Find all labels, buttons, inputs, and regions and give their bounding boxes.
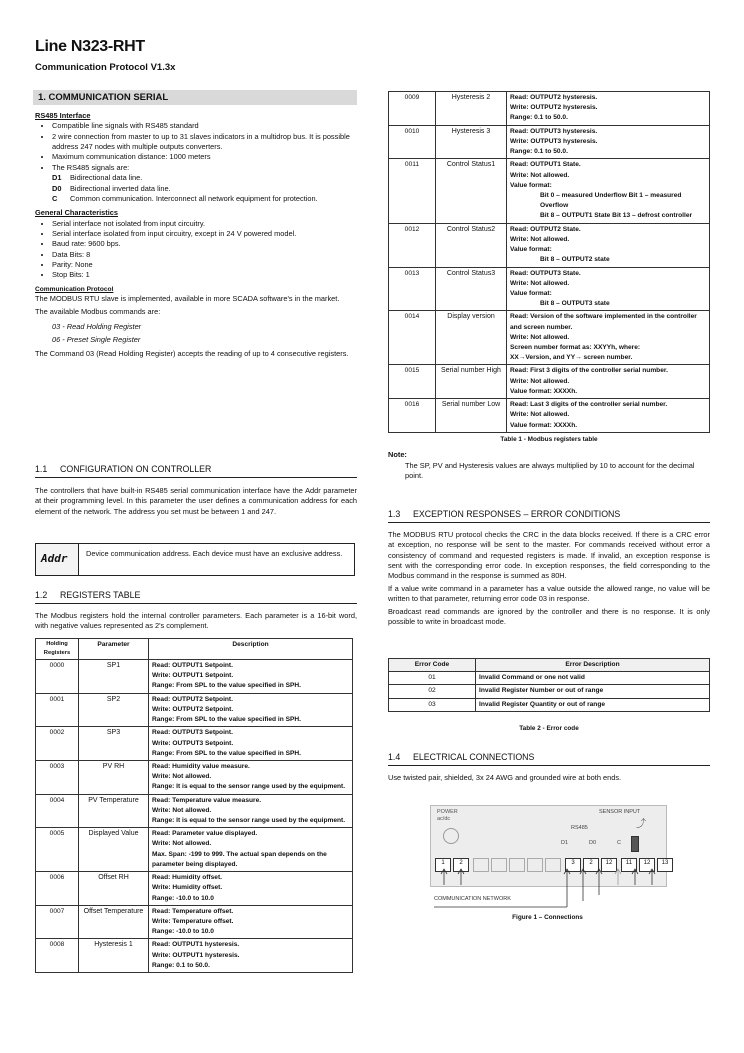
description-line: Write: Not allowed. [510, 171, 570, 179]
register-cell: 0014 [389, 311, 436, 365]
description-line: Write: Not allowed. [152, 840, 212, 848]
parameter-cell: Hysteresis 2 [436, 92, 507, 126]
description-line: Write: OUTPUT3 Setpoint. [152, 739, 234, 747]
description-line: Bit 0 – measured Underflow Bit 1 – measured Overflow [540, 191, 682, 210]
description-line: Read: Last 3 digits of the controller serial number. [510, 401, 668, 409]
description-cell [149, 905, 353, 939]
description-line: Read: Temperature value measure. [152, 796, 262, 804]
description-line: Write: OUTPUT1 Setpoint. [152, 672, 234, 680]
description-cell [507, 223, 710, 267]
addr-label: Addr [41, 552, 68, 565]
section-1-1-heading: 1.1 CONFIGURATION ON CONTROLLER [35, 463, 357, 478]
table-row [389, 399, 710, 433]
description-line: Write: Temperature offset. [152, 918, 234, 925]
config-text: The controllers that have built-in RS485 serial communication interface have the Addr parameter at their programming level. In this parameter the user defines a communication address for each element of the network. The address you set must be between 1 and 247. [35, 486, 357, 516]
description-line: Value format: XXXXh. [510, 421, 578, 429]
description-line: Read: OUTPUT2 Setpoint. [152, 695, 233, 703]
description-line: XX→Version, and YY→ screen number. [510, 354, 633, 362]
list-item: • Parity: None [52, 260, 357, 270]
sensor-icon: ⤴ [636, 819, 646, 830]
table-row [36, 760, 353, 794]
description-line: Read: OUTPUT2 State. [510, 225, 581, 233]
description-line: Read: Parameter value displayed. [152, 830, 258, 838]
terminal: 1 [435, 858, 451, 872]
register-cell: 0002 [36, 727, 79, 761]
terminal: 2 [583, 858, 599, 872]
parameter-cell: Hysteresis 1 [79, 939, 149, 973]
table-row: 02 Invalid Register Number or out of range [389, 685, 710, 698]
description-line: Read: Humidity offset. [152, 874, 222, 882]
parameter-cell: Control Status2 [436, 223, 507, 267]
section-1-2-heading: 1.2 REGISTERS TABLE [35, 589, 357, 604]
table-row [36, 659, 353, 693]
table-header-row: Error Code Error Description [389, 659, 710, 672]
protocol-title: Communication Protocol [35, 285, 114, 293]
terminal: 2 [453, 858, 469, 872]
description-line: Value format: XXXXh. [510, 387, 578, 395]
parameter-cell: Serial number Low [436, 399, 507, 433]
description-line: Write: OUTPUT2 Setpoint. [152, 705, 234, 713]
description-line: Write: Humidity offset. [152, 884, 223, 892]
register-cell: 0008 [36, 939, 79, 973]
commands-note: The Command 03 (Read Holding Register) accepts the reading of up to 4 consecutive registers. [35, 349, 349, 359]
table-row [36, 727, 353, 761]
electrical-text: Use twisted pair, shielded, 3x 24 AWG and grounded wire at both ends. [388, 773, 622, 782]
description-cell [507, 267, 710, 311]
description-line: Read: OUTPUT3 hysteresis. [510, 127, 598, 135]
register-cell: 0005 [36, 828, 79, 872]
table-row [389, 311, 710, 365]
description-line: Bit 8 – OUTPUT1 State Bit 13 – defrost controller [540, 212, 693, 220]
table-row [36, 905, 353, 939]
power-sub-label: ac/dc [437, 815, 451, 822]
signal-row: D1 Bidirectional data line. [52, 173, 143, 183]
addr-box [35, 543, 355, 576]
description-cell [507, 399, 710, 433]
description-line: Range: From SPL to the value specified in SPH. [152, 682, 301, 690]
description-line: Range: 0.1 to 50.0. [510, 114, 568, 122]
description-cell [507, 125, 710, 159]
register-cell: 0001 [36, 693, 79, 727]
table-row [36, 828, 353, 872]
description-line: Read: OUTPUT1 State. [510, 161, 581, 169]
exception-p1: The MODBUS RTU protocol checks the CRC in the data blocks received. If there is a CRC error at exception, no response will be sent to the master. For commands received without error a consistency of command and requested registers is made. If invalid, an exception response is sent with the corresponding error code. In exception responses, the field corresponding to the Modbus command in the response is summed as 80H. [388, 530, 710, 581]
description-line: Range: -10.0 to 10.0 [152, 894, 214, 902]
registers-text: The Modbus registers hold the internal controller parameters. Each parameter is a 16-bit word, with negative values represented as 2's complement. [35, 611, 357, 631]
description-line: Write: OUTPUT2 hysteresis. [510, 104, 598, 112]
description-line: Write: Not allowed. [152, 773, 212, 781]
rs485-title: RS485 Interface [35, 111, 91, 120]
terminal: 12 [639, 858, 655, 872]
description-line: Read: OUTPUT1 Setpoint. [152, 661, 233, 669]
register-cell: 0016 [389, 399, 436, 433]
command-06: 06 - Preset Single Register [52, 335, 141, 345]
table-row [389, 365, 710, 399]
table-row [389, 159, 710, 223]
commands-intro: The available Modbus commands are: [35, 307, 161, 317]
section-1-4-heading: 1.4 ELECTRICAL CONNECTIONS [388, 751, 710, 766]
description-line: Bit 8 – OUTPUT2 state [540, 256, 610, 264]
list-item: • Compatible line signals with RS485 standard [52, 121, 357, 131]
description-line: Read: Version of the software implemented in the controller and screen number. [510, 313, 697, 331]
register-cell: 0013 [389, 267, 436, 311]
parameter-cell: Offset Temperature [79, 905, 149, 939]
description-line: Value format: [510, 246, 552, 254]
description-cell [149, 727, 353, 761]
network-label: COMMUNICATION NETWORK [434, 896, 511, 902]
description-cell [149, 794, 353, 828]
description-line: Range: From SPL to the value specified in SPH. [152, 749, 301, 757]
description-cell [149, 939, 353, 973]
list-item: • Baud rate: 9600 bps. [52, 239, 357, 249]
table-row [389, 223, 710, 267]
terminal: 12 [601, 858, 617, 872]
list-item: • Serial interface isolated from input circuitry, except in 24 V powered model. [52, 229, 357, 239]
registers-table-right [388, 91, 710, 433]
sensor-input-label: SENSOR INPUT [599, 809, 641, 815]
list-item: • Serial interface not isolated from input circuitry. [52, 219, 357, 229]
register-cell: 0011 [389, 159, 436, 223]
description-line: Range: It is equal to the sensor range used by the equipment. [152, 783, 346, 791]
register-cell: 0012 [389, 223, 436, 267]
signal-list [35, 173, 357, 204]
description-line: Range: 0.1 to 50.0. [152, 961, 210, 969]
table-header-row: Holding Registers Parameter Description [36, 639, 353, 660]
terminal: 3 [565, 858, 581, 872]
document-title: Line N323-RHT [35, 38, 145, 55]
parameter-cell: SP1 [79, 659, 149, 693]
list-item: • 2 wire connection from master to up to 31 slaves indicators in a multidrop bus. It is possible address 247 nodes with multiple outputs converters. [52, 132, 357, 153]
description-cell [507, 159, 710, 223]
section-heading-bar [33, 90, 357, 105]
table-row [36, 693, 353, 727]
rs485-label: RS485 [571, 825, 588, 831]
description-line: Write: OUTPUT1 hysteresis. [152, 951, 240, 959]
register-cell: 0006 [36, 872, 79, 906]
register-cell: 0009 [389, 92, 436, 126]
addr-desc: Device communication address. Each device must have an exclusive address. [86, 549, 343, 558]
description-line: Read: OUTPUT3 Setpoint. [152, 729, 233, 737]
register-cell: 0003 [36, 760, 79, 794]
table-row [36, 872, 353, 906]
description-line: Read: First 3 digits of the controller serial number. [510, 367, 668, 375]
terminal: 13 [657, 858, 673, 872]
parameter-cell: PV Temperature [79, 794, 149, 828]
description-line: Read: OUTPUT1 hysteresis. [152, 941, 240, 949]
signal-labels: D1 D0 C [561, 840, 621, 846]
power-circle-icon [443, 828, 459, 844]
description-line: Range: 0.1 to 50.0. [510, 148, 568, 156]
description-line: Read: OUTPUT3 State. [510, 269, 581, 277]
table-row: 03 Invalid Register Quantity or out of range [389, 698, 710, 711]
signal-row: C Common communication. Interconnect all network equipment for protection. [52, 193, 318, 203]
error-table [388, 658, 710, 712]
description-cell [507, 365, 710, 399]
description-cell [149, 828, 353, 872]
general-title: General Characteristics [35, 208, 118, 218]
description-cell [149, 659, 353, 693]
sensor-element-icon [631, 836, 639, 852]
register-cell: 0004 [36, 794, 79, 828]
description-line: Read: Temperature offset. [152, 907, 234, 915]
register-cell: 0015 [389, 365, 436, 399]
table-row [389, 125, 710, 159]
exception-text [388, 530, 710, 627]
register-cell: 0000 [36, 659, 79, 693]
general-list [35, 219, 357, 281]
exception-p3: Broadcast read commands are ignored by the controller and there is no response. It is only possible to write in broadcast mode. [388, 606, 710, 626]
description-cell [149, 693, 353, 727]
table1-caption: Table 1 - Modbus registers table [500, 436, 598, 443]
register-cell: 0007 [36, 905, 79, 939]
note-text: The SP, PV and Hysteresis values are always multiplied by 10 to account for the decimal point. [405, 461, 695, 481]
description-line: Write: Not allowed. [152, 806, 212, 814]
parameter-cell: SP3 [79, 727, 149, 761]
description-line: Read: Humidity value measure. [152, 762, 250, 770]
list-item: • Stop Bits: 1 [52, 270, 357, 280]
list-item: • Maximum communication distance: 1000 meters [52, 152, 357, 162]
table-row [36, 939, 353, 973]
description-line: Bit 8 – OUTPUT3 state [540, 300, 610, 308]
rs485-list [35, 121, 357, 173]
description-line: Range: It is equal to the sensor range used by the equipment. [152, 817, 346, 825]
document-subtitle: Communication Protocol V1.3x [35, 62, 176, 73]
section-heading: 1. COMMUNICATION SERIAL [38, 92, 169, 103]
figure-caption: Figure 1 – Connections [512, 914, 583, 921]
table2-caption: Table 2 - Error code [519, 725, 579, 732]
power-label: POWER [437, 809, 458, 815]
table-row [36, 794, 353, 828]
parameter-cell: Hysteresis 3 [436, 125, 507, 159]
description-line: Write: Not allowed. [510, 333, 570, 341]
parameter-cell: Control Status3 [436, 267, 507, 311]
parameter-cell: PV RH [79, 760, 149, 794]
description-line: Range: From SPL to the value specified in SPH. [152, 716, 301, 724]
command-03: 03 - Read Holding Register [52, 321, 142, 331]
register-cell: 0010 [389, 125, 436, 159]
parameter-cell: SP2 [79, 693, 149, 727]
description-line: Read: OUTPUT2 hysteresis. [510, 94, 598, 101]
parameter-cell: Displayed Value [79, 828, 149, 872]
description-cell [507, 311, 710, 365]
description-line: Value format: [510, 289, 552, 297]
description-cell [149, 872, 353, 906]
description-line: Value format: [510, 181, 552, 189]
table-row [389, 92, 710, 126]
description-line: Write: Not allowed. [510, 235, 570, 243]
description-line: Write: Not allowed. [510, 411, 570, 419]
wiring-arrows [430, 865, 670, 915]
note-title: Note: [388, 450, 407, 459]
list-item: • Data Bits: 8 [52, 250, 357, 260]
left-column [35, 111, 357, 360]
table-row [389, 267, 710, 311]
description-line: Write: OUTPUT3 hysteresis. [510, 137, 598, 145]
description-line: Range: -10.0 to 10.0 [152, 928, 214, 936]
description-cell [507, 92, 710, 126]
parameter-cell: Offset RH [79, 872, 149, 906]
description-line: Write: Not allowed. [510, 377, 570, 385]
parameter-cell: Serial number High [436, 365, 507, 399]
description-line: Screen number format as: XXYYh, where: [510, 344, 641, 352]
protocol-text: The MODBUS RTU slave is implemented, available in more SCADA software's in the market. [35, 293, 340, 303]
terminal: 11 [621, 858, 637, 872]
signal-row: D0 Bidirectional inverted data line. [52, 183, 171, 193]
exception-p2: If a value write command in a parameter has a value outside the allowed range, no value will be written to that parameter, returning error code 03 in response. [388, 583, 710, 604]
list-item: • The RS485 signals are: [52, 163, 357, 173]
description-cell [149, 760, 353, 794]
parameter-cell: Control Status1 [436, 159, 507, 223]
registers-table-left [35, 638, 353, 973]
parameter-cell: Display version [436, 311, 507, 365]
description-line: Max. Span: -199 to 999. The actual span depends on the parameter being displayed. [152, 850, 327, 868]
description-line: Write: Not allowed. [510, 279, 570, 287]
table-row: 01 Invalid Command or one not valid [389, 672, 710, 685]
section-1-3-heading: 1.3 EXCEPTION RESPONSES – ERROR CONDITIONS [388, 508, 710, 523]
